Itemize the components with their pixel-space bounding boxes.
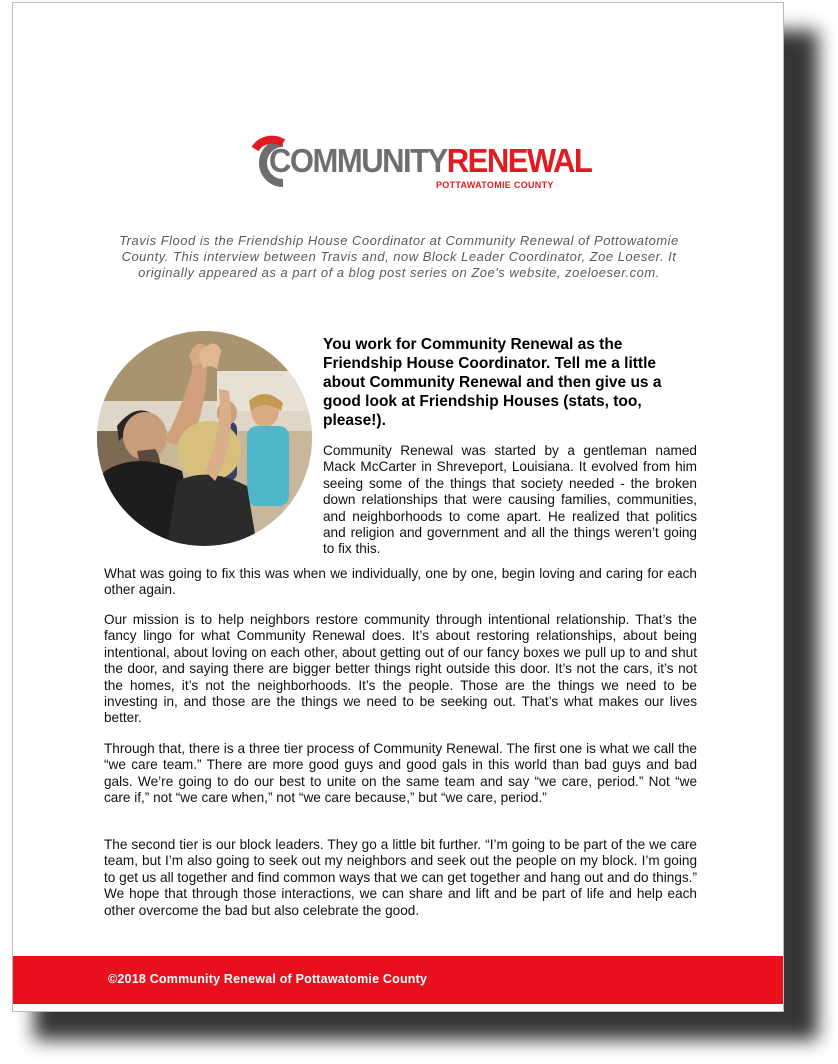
footer-bar xyxy=(13,956,783,1004)
community-renewal-logo xyxy=(243,131,592,195)
people-high-five-image xyxy=(97,331,312,546)
logo-wordmark xyxy=(269,144,591,178)
answer-paragraph-3: Through that, there is a three tier process of Community Renewal. The first one is what we call the “we care team.” There are more good guys and good gals in this world than bad guys and bad gals. We’re going to do our best to unite on the same team and say “we care, period.” Not “we care if,” not “we care when,” not “we care because,” but “we care, period.” xyxy=(104,741,697,806)
intro-paragraph: Travis Flood is the Friendship House Coordinator at Community Renewal of Pottowatomie County. This interview between Travis and, now Block Leader Coordinator, Zoe Loeser. It originally appeared as a part of a blog post series on Zoe's website, zoeloeser.com. xyxy=(119,233,679,280)
document-page xyxy=(12,2,784,1012)
answer-paragraph-1-wrapped: Community Renewal was started by a gentleman named Mack McCarter in Shreveport, Louisiana. It evolved from him seeing some of the things that society needed - the broken down relationships that were causing families, communities, and neighborhoods to come apart. He realized that politics and religion and government and all the things weren’t going to fix this. xyxy=(323,443,697,557)
answer-paragraph-1-continued: What was going to fix this was when we individually, one by one, begin loving and caring for each other again. xyxy=(104,566,697,598)
logo-word-community: COMMUNITY xyxy=(269,142,447,179)
answer-paragraph-2: Our mission is to help neighbors restore community through intentional relationship. That’s the fancy lingo for what Community Renewal does. It’s about restoring relationships, about being intentional, about loving on each other, about getting out of our fancy boxes we pull up to and shut the door, and saying there are bigger better things right outside this door. It’s not the cars, it’s not the homes, it’s not the neighborhoods. It’s the people. Those are the things we need to be investing in, and those are the things we need to be seeking out. That’s what makes our lives better. xyxy=(104,612,697,726)
logo-subtitle: POTTAWATOMIE COUNTY xyxy=(436,180,554,190)
answer-paragraph-4: The second tier is our block leaders. They go a little bit further. “I’m going to be part of the we care team, but I’m also going to seek out my neighbors and seek out the people on my block. I’m going to get us all together and find common ways that we can get together and hang out and do things.” We hope that through those interactions, we can share and lift and be part of life and help each other overcome the bad but also celebrate the good. xyxy=(104,837,697,918)
interview-photo xyxy=(97,331,312,546)
footer-copyright: ©2018 Community Renewal of Pottawatomie County xyxy=(108,972,428,986)
interview-question: You work for Community Renewal as the Friendship House Coordinator. Tell me a little about Community Renewal and then give us a good look at Friendship Houses (stats, too, please!). xyxy=(323,336,662,429)
logo-word-renewal: RENEWAL xyxy=(446,142,592,179)
